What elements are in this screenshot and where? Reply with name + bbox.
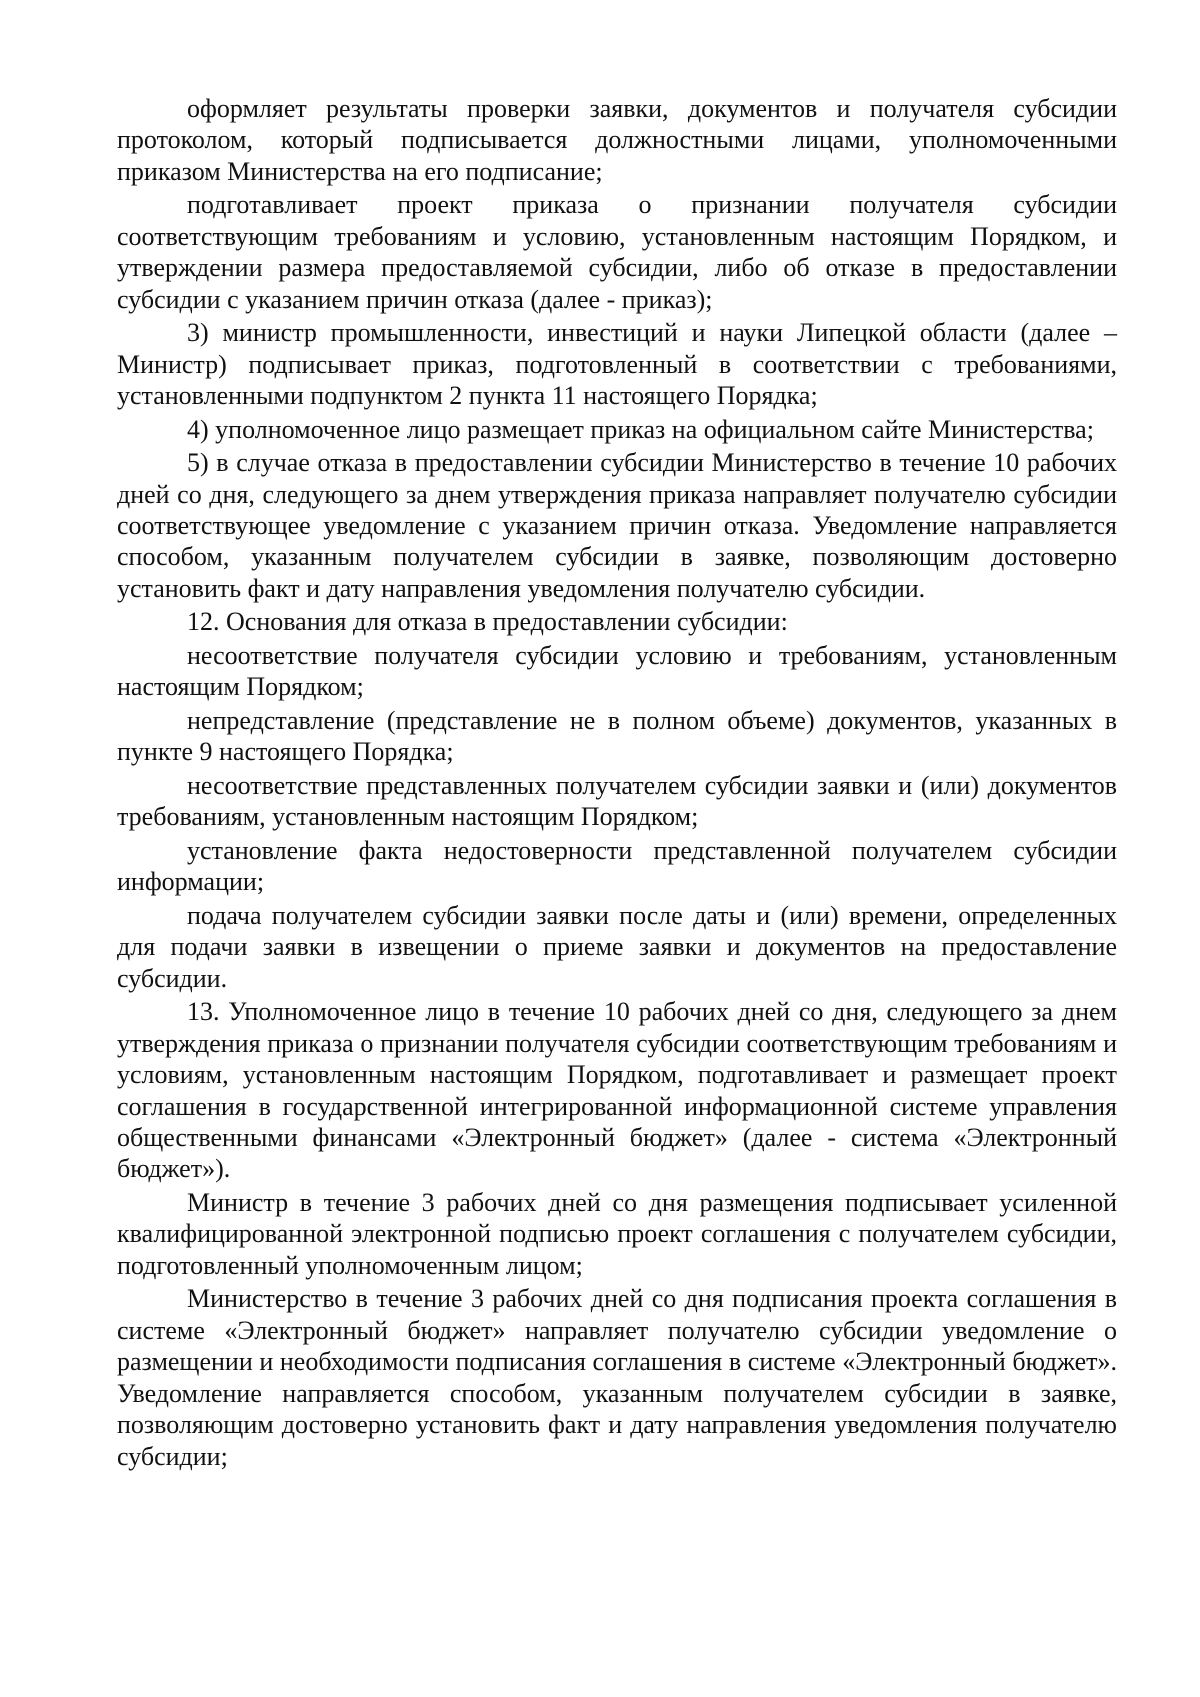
- paragraph: 13. Уполномоченное лицо в течение 10 рабочих дней со дня, следующего за днем утверждения приказа о признании получателя субсидии соответствующим требованиям и условиям, установленным настоящим Порядком, подготавливает и размещает проект соглашения в государственной интегрированной информационной системе управления общественными финансами «Электронный бюджет» (далее - система «Электронный бюджет»).: [117, 997, 1117, 1184]
- paragraph: подготавливает проект приказа о признании получателя субсидии соответствующим требованиям и условию, установленным настоящим Порядком, и утверждении размера предоставляемой субсидии, либо об отказе в предоставлении субсидии с указанием причин отказа (далее - приказ);: [117, 190, 1117, 314]
- paragraph: 5) в случае отказа в предоставлении субсидии Министерство в течение 10 рабочих дней со дня, следующего за днем утверждения приказа направляет получателю субсидии соответствующее уведомление с указанием причин отказа. Уведомление направляется способом, указанным получателем субсидии в заявке, позволяющим достоверно установить факт и дату направления уведомления получателю субсидии.: [117, 448, 1117, 603]
- paragraph: несоответствие представленных получателем субсидии заявки и (или) документов требованиям, установленным настоящим Порядком;: [117, 771, 1117, 832]
- paragraph: подача получателем субсидии заявки после даты и (или) времени, определенных для подачи заявки в извещении о приеме заявки и документов на предоставление субсидии.: [117, 901, 1117, 993]
- paragraph: установление факта недостоверности представленной получателем субсидии информации;: [117, 836, 1117, 897]
- paragraph: 3) министр промышленности, инвестиций и науки Липецкой области (далее – Министр) подписывает приказ, подготовленный в соответствии с требованиями, установленными подпунктом 2 пункта 11 настоящего Порядка;: [117, 318, 1117, 411]
- paragraph: непредставление (представление не в полном объеме) документов, указанных в пункте 9 настоящего Порядка;: [117, 706, 1117, 767]
- paragraph: несоответствие получателя субсидии условию и требованиям, установленным настоящим Порядком;: [117, 641, 1117, 702]
- paragraph: Министр в течение 3 рабочих дней со дня размещения подписывает усиленной квалифицированной электронной подписью проект соглашения с получателем субсидии, подготовленный уполномоченным лицом;: [117, 1188, 1117, 1280]
- paragraph: 4) уполномоченное лицо размещает приказ на официальном сайте Министерства;: [187, 414, 1094, 444]
- paragraph: Министерство в течение 3 рабочих дней со дня подписания проекта соглашения в системе «Электронный бюджет» направляет получателю субсидии уведомление о размещении и необходимости подписания соглашения в системе «Электронный бюджет». Уведомление направляется способом, указанным получателем субсидии в заявке, позволяющим достоверно установить факт и дату направления уведомления получателю субсидии;: [117, 1284, 1117, 1471]
- document-page: [117, 93, 1117, 1474]
- paragraph: 12. Основания для отказа в предоставлении субсидии:: [187, 607, 788, 637]
- paragraph: оформляет результаты проверки заявки, документов и получателя субсидии протоколом, который подписывается должностными лицами, уполномоченными приказом Министерства на его подписание;: [117, 94, 1117, 186]
